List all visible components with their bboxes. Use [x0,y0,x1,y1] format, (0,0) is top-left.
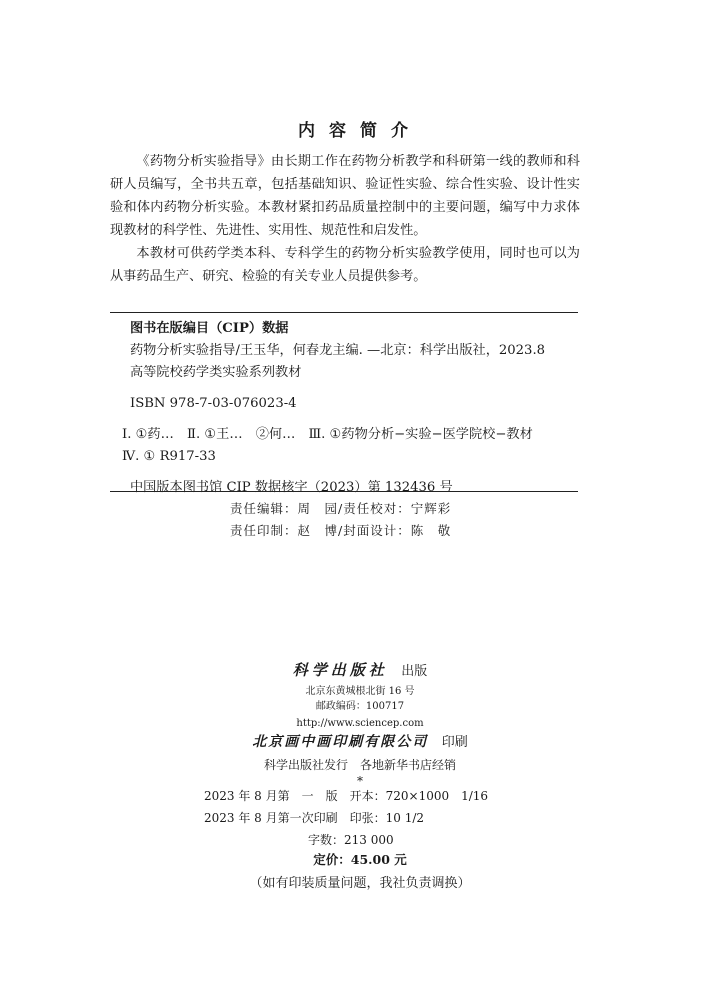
printer-action: 印刷 [441,735,468,750]
printer-name: 北京画中画印刷有限公司 [252,734,429,750]
publisher-block [0,658,720,786]
edition-line-2: 2023 年 8 月第一次印刷 印张：10 1/2 [204,811,425,825]
cip-heading: 图书在版编目（CIP）数据 [130,321,289,336]
editors-block [230,498,451,542]
publisher-logo-text: 科学出版社 [292,661,388,679]
intro-paragraph-2: 本教材可供药学类本科、专科学生的药物分析实验教学使用，同时也可以为从事药品生产、研究、检验的有关专业人员提供参考。 [110,246,580,284]
price: 定价：45.00 元 [313,852,407,867]
cip-classification-2: Ⅳ. ① R917-33 [122,449,216,464]
distribution: 科学出版社发行 各地新华书店经销 [263,758,456,772]
intro-paragraph-1: 《药物分析实验指导》由长期工作在药物分析教学和科研第一线的教师和科研人员编写，全书共五章，包括基础知识、验证性实验、综合性实验、设计性实验和体内药物分析实验。本教材紧扣药品质量控制中的主要问题，编写中力求体现教材的科学性、先进性、实用性、规范性和启发性。 [110,154,580,238]
cip-isbn: ISBN 978-7-03-076023-4 [130,396,297,411]
editors-line-1: 责任编辑：周 园/责任校对：宁辉彩 [230,501,452,516]
publisher-action: 出版 [401,664,428,679]
cip-classification-1: Ⅰ. ①药… Ⅱ. ①王… ②何… Ⅲ. ①药物分析−实验−医学院校−教材 [122,427,533,442]
quality-note: （如有印装质量问题，我社负责调换） [249,876,471,891]
edition-block [204,785,504,851]
cip-record: 中国版本图书馆 CIP 数据核字（2023）第 132436 号 [130,480,453,495]
publisher-address: 北京东黄城根北街 16 号 [305,686,415,697]
intro-title: 内容简介 [298,121,422,141]
bottom-divider [110,491,578,492]
publisher-postcode: 邮政编码：100717 [315,701,405,712]
edition-line-1: 2023 年 8 月第 一 版 开本：720×1000 1/16 [204,789,489,803]
cip-line-2: 高等院校药学类实验系列教材 [130,365,302,380]
editors-line-2: 责任印制：赵 博/封面设计：陈 敬 [230,523,452,538]
separator-star: * [357,774,363,788]
intro-summary [110,150,580,288]
word-count: 字数：213 000 [308,833,394,847]
publisher-url: http://www.sciencep.com [296,718,424,729]
top-divider [110,312,578,313]
cip-line-1: 药物分析实验指导/王玉华，何春龙主编. —北京：科学出版社，2023.8 [130,343,546,358]
cip-block [122,318,580,499]
